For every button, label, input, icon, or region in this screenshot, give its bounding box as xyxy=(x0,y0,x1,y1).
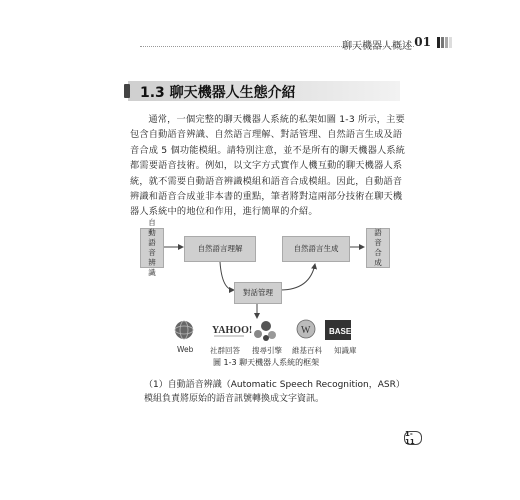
page-number: 1-11 xyxy=(404,431,422,445)
svg-text:BASE: BASE xyxy=(329,327,352,336)
svg-text:YAHOO!: YAHOO! xyxy=(212,325,253,336)
section-marker-icon xyxy=(124,84,130,98)
search-engine-icon xyxy=(254,321,276,341)
source-label-search: 搜尋引擎 xyxy=(252,346,282,355)
nlu-label: 自然語言理解 xyxy=(197,244,243,253)
asr-box xyxy=(140,218,164,277)
list-item: （1）自動語音辨識（Automatic Speech Recognition，ASR）模組負責將原始的語音訊號轉換成文字資訊。 xyxy=(144,380,401,404)
source-label-wiki: 維基百科 xyxy=(292,346,322,355)
asr-label: 自動語音辨識 xyxy=(148,218,156,277)
diagram-arrows xyxy=(130,222,395,322)
body-paragraph: 通常，一個完整的聊天機器人系統的私架如圖 1-3 所示，主要包含自動語音辨識、自然語言理解、對話管理、自然語言生成及語音合成 5 個功能模組。請特別注意，並不是所有的聊天機器人系統都需要語音技術。例如，以文字方式實作人機互動的聊天機器人系統，就不需要自動語音辨識模組和語音合成模組。因此，自動語音辨識和語音合成並非本書的重點，筆者將對這兩部分技術在聊天機器人系統中的地位和作用，進行簡單的介紹。 xyxy=(130,114,406,218)
section-heading xyxy=(128,81,400,101)
figure-caption-text: 圖 1-3 聊天機器人系統的框架 xyxy=(213,358,320,367)
wikipedia-icon xyxy=(297,320,315,338)
svg-text:W: W xyxy=(301,325,311,336)
chapter-number: 01 xyxy=(414,35,431,49)
figure-caption xyxy=(213,357,319,368)
chapter-bars-icon xyxy=(437,37,452,48)
dm-box xyxy=(234,282,282,304)
nlu-box xyxy=(184,236,256,262)
tts-label: 語音合成 xyxy=(374,228,382,267)
nlg-label: 自然語言生成 xyxy=(293,244,339,253)
nlg-box xyxy=(282,236,350,262)
knowledge-sources xyxy=(170,318,370,342)
source-label-answers: 社群回答 xyxy=(210,346,240,355)
running-title: 聊天機器人概述 xyxy=(342,41,412,52)
source-label-kb: 知識庫 xyxy=(334,346,357,355)
globe-icon xyxy=(175,321,193,339)
tts-box xyxy=(366,228,390,268)
section-title: 1.3 聊天機器人生態介紹 xyxy=(140,85,296,101)
yahoo-answers-icon xyxy=(212,325,252,336)
source-label-web: Web xyxy=(177,345,194,354)
knowledge-base-icon xyxy=(325,320,352,340)
dm-label: 對話管理 xyxy=(243,288,273,297)
